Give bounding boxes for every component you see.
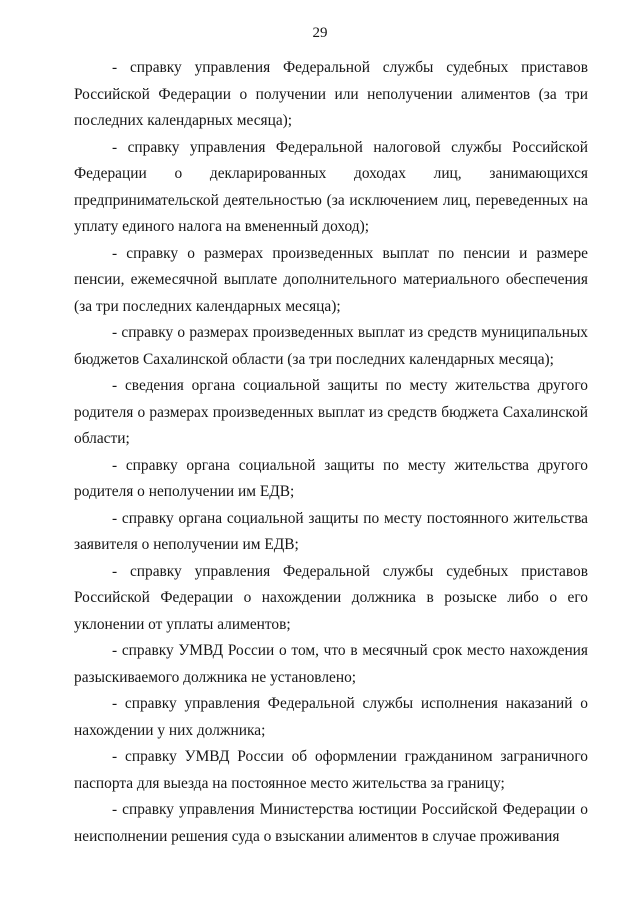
page-number: 29	[312, 25, 328, 41]
list-item: - справку управления Федеральной службы судебных приставов Российской Федерации о получении или неполучении алиментов (за три последних календарных месяца);	[74, 59, 588, 129]
document-body	[74, 55, 588, 850]
list-item: - справку о размерах произведенных выплат из средств муниципальных бюджетов Сахалинской области (за три последних календарных месяца);	[74, 324, 588, 368]
list-item: - справку управления Федеральной службы исполнения наказаний о нахождении у них должника;	[74, 695, 588, 739]
list-item: - справку о размерах произведенных выплат по пенсии и размере пенсии, ежемесячной выплате дополнительного материального обеспечения (за три последних календарных месяца);	[74, 244, 588, 315]
list-item: - справку УМВД России об оформлении гражданином заграничного паспорта для выезда на постоянное место жительства за границу;	[74, 748, 588, 792]
list-item: - справку УМВД России о том, что в месячный срок место нахождения разыскиваемого должника не установлено;	[74, 642, 588, 686]
list-item: - сведения органа социальной защиты по месту жительства другого родителя о размерах произведенных выплат из средств бюджета Сахалинской области;	[74, 377, 588, 447]
list-item: - справку управления Министерства юстиции Российской Федерации о неисполнении решения суда о взыскании алиментов в случае проживания	[74, 801, 588, 845]
list-item: - справку органа социальной защиты по месту постоянного жительства заявителя о неполучении им ЕДВ;	[74, 509, 588, 553]
list-item: - справку управления Федеральной налоговой службы Российской Федерации о декларированных доходах лиц, занимающихся предпринимательской деятельностью (за исключением лиц, переведенных на уплату единого налога на вмененный доход);	[74, 138, 588, 235]
list-item: - справку органа социальной защиты по месту жительства другого родителя о неполучении им ЕДВ;	[74, 456, 588, 500]
list-item: - справку управления Федеральной службы судебных приставов Российской Федерации о нахождении должника в розыске либо о его уклонении от уплаты алиментов;	[74, 562, 588, 633]
